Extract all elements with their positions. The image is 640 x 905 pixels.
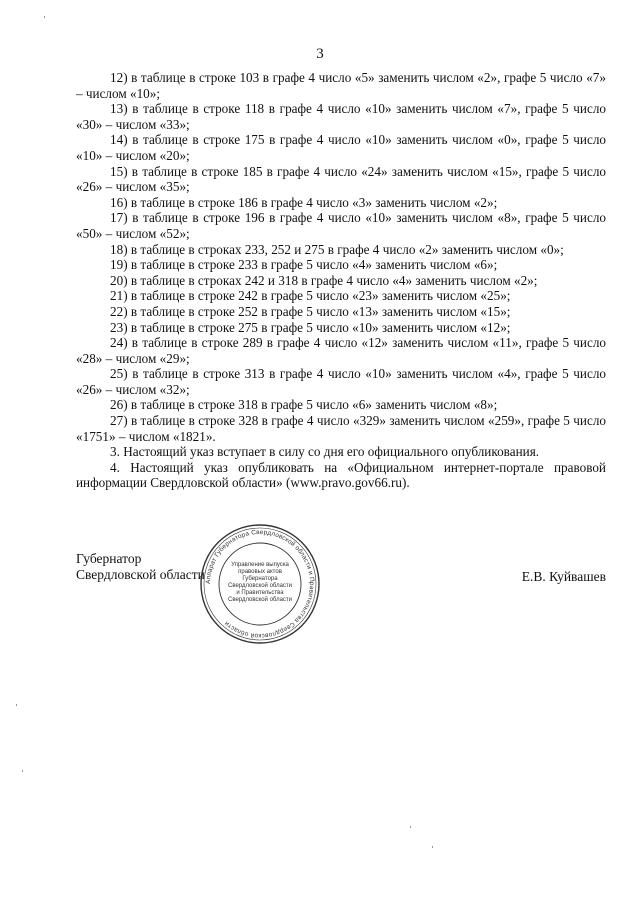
amendment-item: 14) в таблице в строке 175 в графе 4 число «10» заменить числом «0», графе 5 число «10» – числом «20»; xyxy=(76,132,606,163)
effective-date-clause: 3. Настоящий указ вступает в силу со дня его официального опубликования. xyxy=(110,444,540,460)
amendment-item: 12) в таблице в строке 103 в графе 4 число «5» заменить числом «2», графе 5 число «7» – числом «10»; xyxy=(76,70,606,101)
amendment-item: 23) в таблице в строке 275 в графе 5 число «10» заменить числом «12»; xyxy=(110,319,511,335)
amendment-item: 21) в таблице в строке 242 в графе 5 число «23» заменить числом «25»; xyxy=(110,288,511,304)
amendment-item: 13) в таблице в строке 118 в графе 4 число «10» заменить числом «7», графе 5 число «30» – числом «33»; xyxy=(76,101,606,132)
amendment-item: 19) в таблице в строке 233 в графе 5 число «4» заменить числом «6»; xyxy=(110,257,498,273)
scan-speck xyxy=(44,16,45,18)
amendment-item: 16) в таблице в строке 186 в графе 4 число «3» заменить числом «2»; xyxy=(110,194,498,210)
page-number: 3 xyxy=(316,46,324,62)
seal-center-text: Управление выпуска правовых актов Губернатора Свердловской области и Правительства Свердловской области xyxy=(228,562,293,603)
publication-clause: 4. Настоящий указ опубликовать на «Официальном интернет-портале правовой информации Свердловской области» (www.pravo.gov66.ru). xyxy=(76,459,606,491)
amendment-item: 22) в таблице в строке 252 в графе 5 число «13» заменить числом «15»; xyxy=(110,303,511,319)
amendment-item: 15) в таблице в строке 185 в графе 4 число «24» заменить числом «15», графе 5 число «26» – числом «35»; xyxy=(76,163,606,195)
document-body xyxy=(76,70,606,491)
amendment-item: 17) в таблице в строке 196 в графе 4 число «10» заменить числом «8», графе 5 число «50» – числом «52»; xyxy=(76,210,606,241)
scan-speck xyxy=(22,770,23,772)
amendment-item: 20) в таблице в строках 242 и 318 в графе 4 число «4» заменить числом «2»; xyxy=(110,272,538,288)
scan-speck xyxy=(16,704,17,706)
signatory-name: Е.В. Куйвашев xyxy=(521,569,606,584)
scan-speck xyxy=(410,826,411,828)
scan-speck xyxy=(432,846,433,848)
amendment-item: 25) в таблице в строке 313 в графе 4 число «10» заменить числом «4», графе 5 число «26» – числом «32»; xyxy=(76,366,606,397)
amendment-item: 27) в таблице в строке 328 в графе 4 число «329» заменить числом «259», графе 5 число «1751» – числом «1821». xyxy=(76,413,606,444)
signatory-title-line-1: Губернатор xyxy=(76,551,142,566)
seal-ring-text: Аппарат Губернатора Свердловской области и Правительства Свердловской области xyxy=(204,528,316,640)
amendment-item: 26) в таблице в строке 318 в графе 5 число «6» заменить числом «8»; xyxy=(110,397,498,413)
amendment-item: 24) в таблице в строке 289 в графе 4 число «12» заменить числом «11», графе 5 число «28» – числом «29»; xyxy=(76,335,606,366)
amendment-item: 18) в таблице в строках 233, 252 и 275 в графе 4 число «2» заменить числом «0»; xyxy=(110,241,564,257)
official-seal xyxy=(198,522,322,646)
signatory-title xyxy=(76,551,205,583)
signatory-title-line-2: Свердловской области xyxy=(76,567,205,582)
